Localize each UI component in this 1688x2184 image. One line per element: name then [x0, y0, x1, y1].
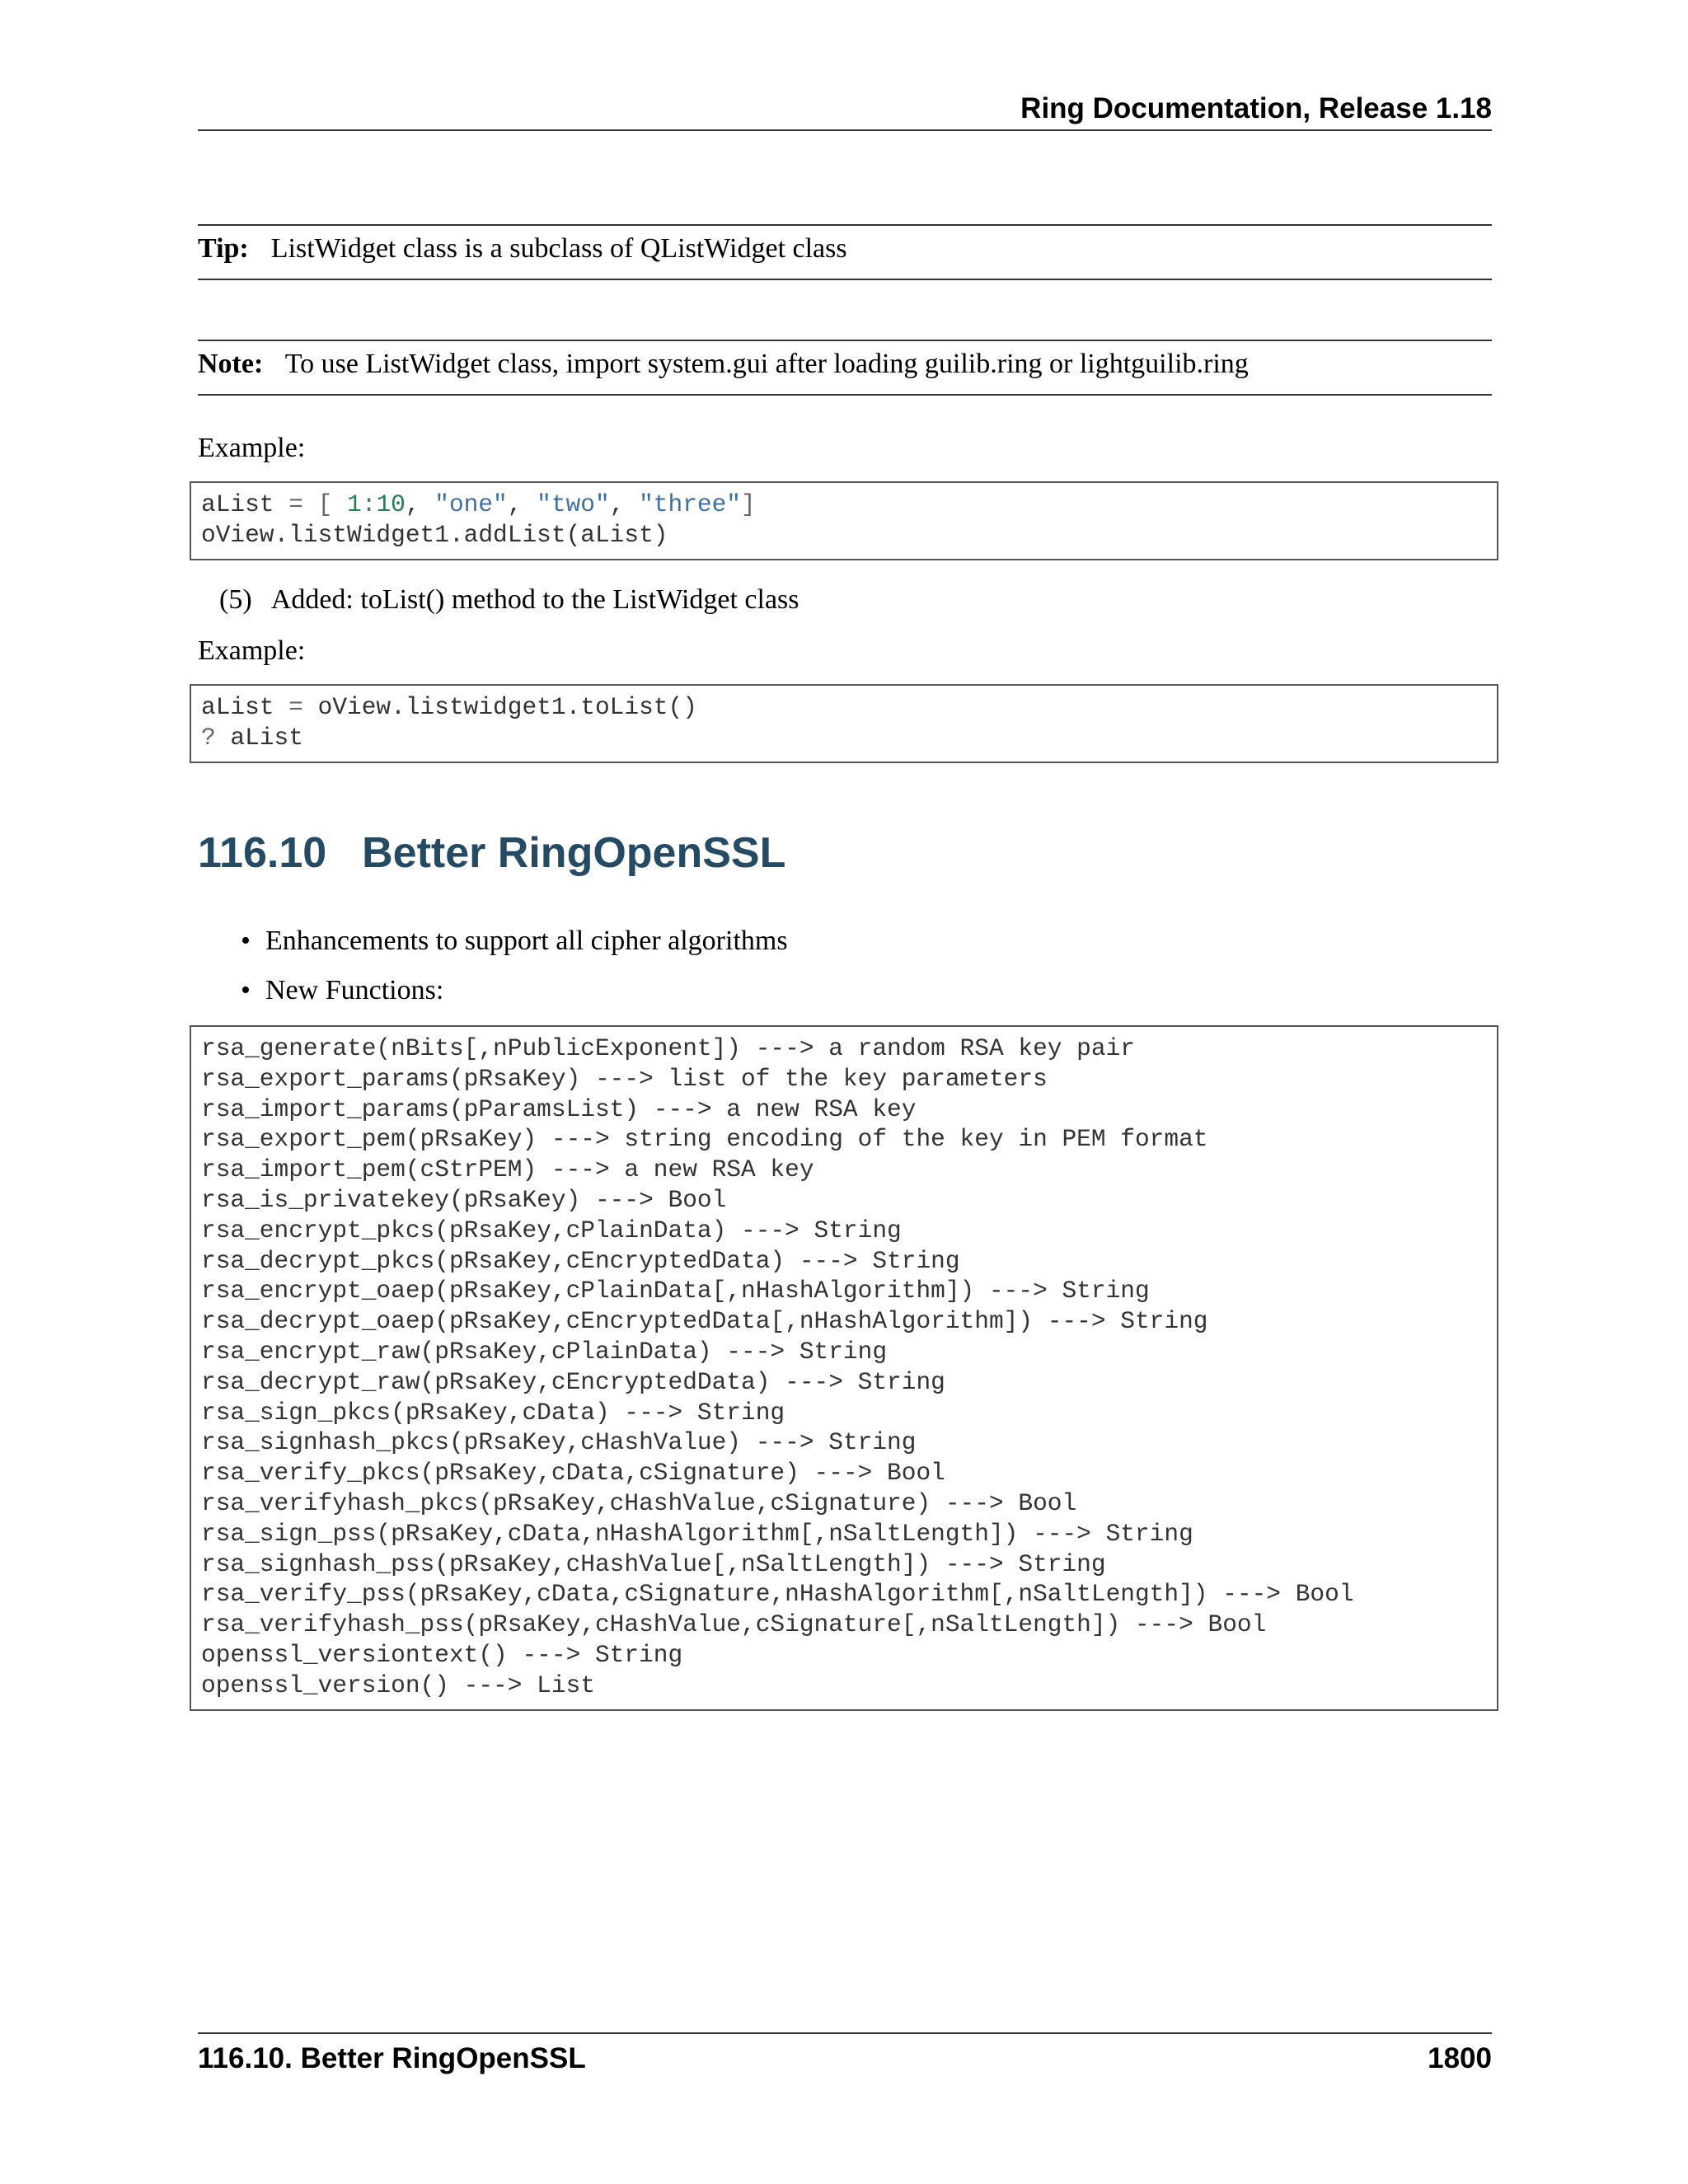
header-rule [198, 129, 1492, 131]
tip-label: Tip: [198, 233, 249, 264]
function-line: rsa_signhash_pkcs(pRsaKey,cHashValue) ---> String [201, 1428, 917, 1457]
list-item-number: (5) [219, 584, 252, 615]
bullet-dot-icon: • [241, 975, 251, 1005]
function-line: rsa_decrypt_oaep(pRsaKey,cEncryptedData[,nHashAlgorithm]) ---> String [201, 1307, 1208, 1336]
section-title-text: Better RingOpenSSL [362, 829, 786, 877]
function-line: rsa_export_pem(pRsaKey) ---> string encoding of the key in PEM format [201, 1125, 1208, 1154]
example-label-2: Example: [198, 635, 306, 666]
function-line: rsa_import_pem(cStrPEM) ---> a new RSA key [201, 1155, 814, 1184]
tip-top-rule [198, 224, 1492, 226]
function-line: rsa_sign_pss(pRsaKey,cData,nHashAlgorithm[,nSaltLength]) ---> String [201, 1519, 1193, 1548]
function-line: rsa_encrypt_raw(pRsaKey,cPlainData) ---> String [201, 1337, 888, 1366]
code-line: aList = oView.listwidget1.toList() [201, 693, 697, 721]
function-line: rsa_decrypt_pkcs(pRsaKey,cEncryptedData) ---> String [201, 1246, 960, 1275]
function-line: rsa_is_privatekey(pRsaKey) ---> Bool [201, 1185, 727, 1214]
code-line: aList = [ 1:10, "one", "two", "three"] [201, 490, 756, 518]
note-admonition [198, 348, 1492, 381]
function-line: rsa_signhash_pss(pRsaKey,cHashValue[,nSaltLength]) ---> String [201, 1549, 1106, 1578]
bullet-item: • Enhancements to support all cipher algorithms [241, 926, 788, 956]
running-header: Ring Documentation, Release 1.18 [1020, 92, 1492, 124]
code-block-functions [190, 1025, 1498, 1711]
function-line: rsa_verifyhash_pkcs(pRsaKey,cHashValue,cSignature) ---> Bool [201, 1488, 1077, 1517]
bullet-dot-icon: • [241, 926, 251, 956]
note-label: Note: [198, 349, 264, 379]
note-bottom-rule [198, 394, 1492, 396]
section-heading [198, 828, 785, 878]
tip-bottom-rule [198, 279, 1492, 280]
function-line: rsa_generate(nBits[,nPublicExponent]) ---> a random RSA key pair [201, 1034, 1135, 1062]
code-block-addlist [190, 481, 1498, 560]
section-number: 116.10 [198, 829, 327, 877]
note-top-rule [198, 340, 1492, 341]
tip-text: ListWidget class is a subclass of QListWidget class [270, 233, 847, 264]
code-line: ? aList [201, 723, 303, 752]
function-line: rsa_verify_pkcs(pRsaKey,cData,cSignature) ---> Bool [201, 1459, 945, 1488]
function-line: rsa_decrypt_raw(pRsaKey,cEncryptedData) ---> String [201, 1367, 945, 1396]
bullet-list [241, 925, 788, 1024]
function-line: rsa_sign_pkcs(pRsaKey,cData) ---> String [201, 1398, 785, 1427]
list-item-text: Added: toList() method to the ListWidget class [270, 584, 799, 615]
note-text: To use ListWidget class, import system.gui after loading guilib.ring or lightguilib.ring [284, 349, 1249, 379]
tip-admonition [198, 232, 1492, 265]
function-line: rsa_encrypt_pkcs(pRsaKey,cPlainData) ---> String [201, 1216, 902, 1244]
function-line: rsa_verify_pss(pRsaKey,cData,cSignature,nHashAlgorithm[,nSaltLength]) ---> Bool [201, 1580, 1354, 1609]
code-block-tolist [190, 684, 1498, 763]
function-line: openssl_version() ---> List [201, 1671, 595, 1699]
code-line: oView.listWidget1.addList(aList) [201, 520, 668, 549]
bullet-item: • New Functions: [241, 975, 444, 1005]
footer-section-ref: 116.10. Better RingOpenSSL [198, 2042, 586, 2074]
function-line: openssl_versiontext() ---> String [201, 1640, 683, 1669]
function-line: rsa_encrypt_oaep(pRsaKey,cPlainData[,nHashAlgorithm]) ---> String [201, 1277, 1150, 1305]
function-line: rsa_import_params(pParamsList) ---> a new RSA key [201, 1094, 917, 1123]
example-label-1: Example: [198, 433, 306, 463]
footer-page-number: 1800 [1428, 2042, 1492, 2074]
list-item-5 [219, 583, 799, 616]
footer-rule [198, 2032, 1492, 2034]
function-line: rsa_verifyhash_pss(pRsaKey,cHashValue,cSignature[,nSaltLength]) ---> Bool [201, 1610, 1267, 1639]
function-line: rsa_export_params(pRsaKey) ---> list of the key parameters [201, 1064, 1048, 1093]
